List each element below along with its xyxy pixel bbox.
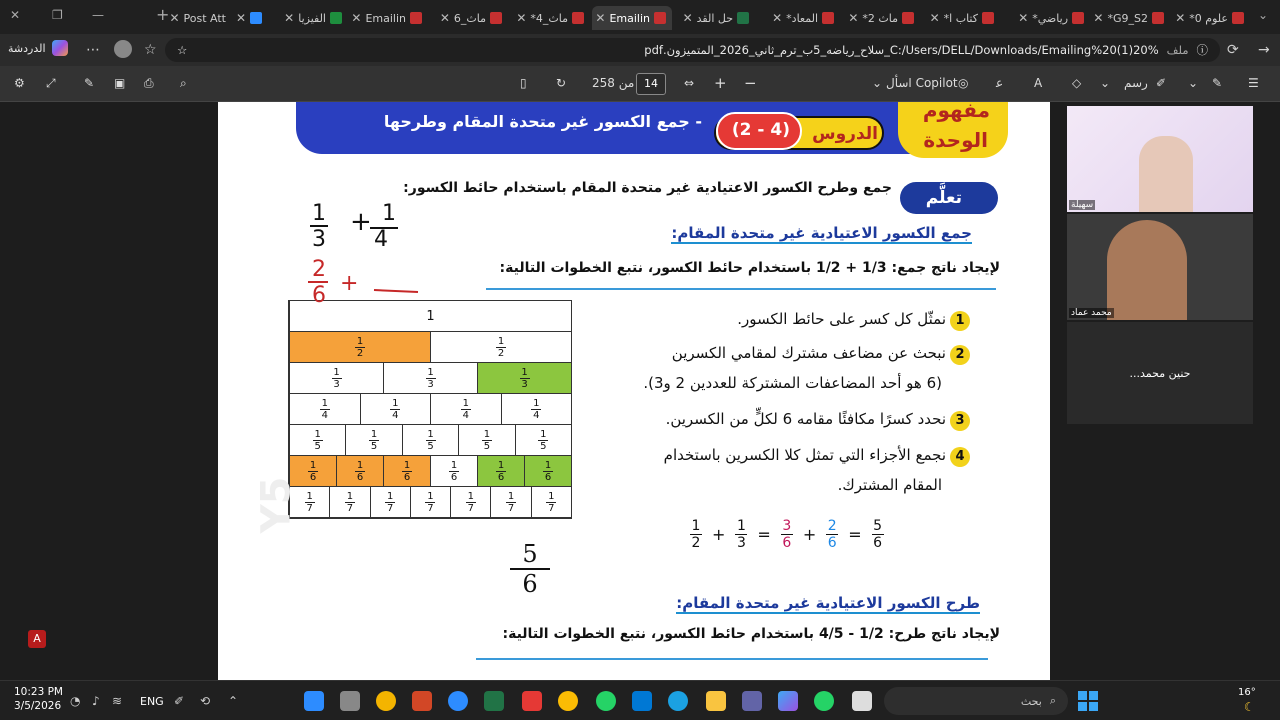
settings-app-icon[interactable] xyxy=(340,691,360,711)
tray-chevron-icon[interactable]: ⌃ xyxy=(228,694,239,708)
svg-text:4: 4 xyxy=(374,227,388,252)
refresh-icon[interactable]: ⟳ xyxy=(1227,42,1239,58)
svg-text:6: 6 xyxy=(312,283,326,308)
lesson-title: - جمع الكسور غير متحدة المقام وطرحها xyxy=(383,112,702,131)
copilot-chevron-icon[interactable]: ⌄ xyxy=(872,76,883,90)
wall-cell: 1 5 xyxy=(402,425,458,455)
sync-icon[interactable]: ⟲ xyxy=(200,694,211,708)
wall-cell: 1 3 xyxy=(477,363,571,393)
participant-tile[interactable] xyxy=(1067,322,1253,424)
rotate-icon[interactable]: ↻ xyxy=(556,76,567,90)
wall-cell: 1 7 xyxy=(531,487,571,517)
teams-icon[interactable] xyxy=(742,691,762,711)
zoom-icon[interactable] xyxy=(448,691,468,711)
wall-cell: 1 4 xyxy=(430,394,501,424)
copilot-icon[interactable]: ◎ xyxy=(958,76,969,90)
translate-icon[interactable]: ﻋ xyxy=(996,76,1004,90)
wall-row xyxy=(289,363,571,394)
wall-cell: 1 5 xyxy=(289,425,345,455)
wall-cell: 1 3 xyxy=(383,363,477,393)
wall-cell: 1 4 xyxy=(501,394,572,424)
read-aloud-icon[interactable]: A xyxy=(1034,76,1043,90)
pen-icon[interactable]: ✐ xyxy=(1156,76,1167,90)
wall-cell: 1 4 xyxy=(360,394,431,424)
step-1: 1نمثّل كل كسر على حائط الكسور. xyxy=(737,310,970,331)
wall-cell: 1 7 xyxy=(370,487,410,517)
unit-banner xyxy=(296,98,1008,154)
whatsapp-icon[interactable] xyxy=(596,691,616,711)
chat-label[interactable]: الدردشة xyxy=(8,41,46,55)
video-panel xyxy=(1062,102,1280,680)
draw-button[interactable]: رسم xyxy=(1124,76,1148,90)
erase-icon[interactable]: ◇ xyxy=(1072,76,1082,90)
wall-cell: 1 5 xyxy=(458,425,514,455)
pen-icon[interactable]: ✐ xyxy=(174,694,185,708)
fraction-wall xyxy=(288,300,572,519)
wall-row xyxy=(289,394,571,425)
address-bar xyxy=(0,34,1280,66)
new-tab-button[interactable]: + xyxy=(156,5,170,24)
tab[interactable]: Emailin ✕ xyxy=(348,6,428,30)
chrome-icon[interactable] xyxy=(376,691,396,711)
clock-time[interactable]: 10:23 PM xyxy=(14,686,63,698)
volume-icon[interactable]: ♪ xyxy=(92,694,100,708)
svg-text:1: 1 xyxy=(382,201,396,226)
learn-heading: جمع وطرح الكسور الاعتيادية غير متحدة المقام باستخدام حائط الكسور: xyxy=(403,180,892,196)
pdf-page xyxy=(218,98,1050,680)
close-window-icon[interactable]: ✕ xyxy=(10,8,21,22)
wall-cell: 1 6 xyxy=(383,456,430,486)
wall-cell: 1 7 xyxy=(289,487,329,517)
clock-date[interactable]: 3/5/2026 xyxy=(14,700,62,712)
participant-name: ...حنين محمد xyxy=(1129,366,1191,380)
wall-cell: 1 6 xyxy=(336,456,383,486)
participant-name: سهيلة xyxy=(1071,200,1094,210)
svg-text:+: + xyxy=(340,271,359,296)
subheading-subtract: طرح الكسور الاعتيادية غير متحدة المقام: xyxy=(676,594,980,612)
fullscreen-icon[interactable]: ⤢ xyxy=(46,76,56,90)
wall-row xyxy=(289,487,571,518)
taskbar xyxy=(0,680,1280,720)
wall-cell: 1 7 xyxy=(490,487,530,517)
divider xyxy=(476,658,988,660)
more-icon[interactable]: ⋯ xyxy=(86,42,100,58)
edit-icon[interactable]: ✎ xyxy=(84,76,95,90)
language-indicator[interactable]: ENG xyxy=(140,695,164,708)
participant-tile[interactable] xyxy=(1067,106,1253,212)
wall-cell: 1 3 xyxy=(289,363,383,393)
tab[interactable]: الفيزيا ✕ xyxy=(268,6,348,30)
tab[interactable]: ✕ xyxy=(232,6,268,30)
participant-name: محمد عماد xyxy=(1071,308,1112,318)
zoom-app-icon[interactable] xyxy=(304,691,324,711)
tab[interactable]: ماث 2* ✕ xyxy=(840,6,920,30)
svg-text:1: 1 xyxy=(312,201,326,226)
save-icon[interactable]: ▣ xyxy=(114,76,126,90)
banner-unit: الوحدة xyxy=(923,128,988,152)
tab-active[interactable]: Emailin ✕ xyxy=(592,6,672,30)
highlight-chevron-icon[interactable]: ⌄ xyxy=(1188,76,1199,90)
whatsapp-icon[interactable] xyxy=(814,691,834,711)
wall-cell: 1 7 xyxy=(410,487,450,517)
tab[interactable]: Post Att ✕ xyxy=(169,11,226,25)
wall-row xyxy=(289,332,571,363)
minimize-icon[interactable]: — xyxy=(92,8,104,22)
pdf-toolbar xyxy=(0,66,1280,102)
youtube-icon[interactable] xyxy=(522,691,542,711)
tab[interactable]: رياضي* ✕ xyxy=(1010,6,1090,30)
watermark: Y5 xyxy=(253,476,300,534)
wall-cell: 1 5 xyxy=(515,425,571,455)
weather-temp[interactable]: 16° xyxy=(1238,687,1256,698)
subheading-add: جمع الكسور الاعتيادية غير متحدة المقام: xyxy=(671,224,972,242)
window-icon[interactable] xyxy=(852,691,872,711)
step-2: 2نبحث عن مضاعف مشترك لمقامي الكسرين xyxy=(672,344,970,365)
tab[interactable]: علوم 0* ✕ xyxy=(1170,6,1250,30)
collections-icon[interactable]: ☆ xyxy=(144,42,157,58)
step-4: 4نجمع الأجزاء التي تمثل كلا الكسرين باستخدام xyxy=(664,446,970,467)
lesson-number: (2 - 4) xyxy=(731,120,790,140)
excel-icon[interactable] xyxy=(484,691,504,711)
search-icon: ⌕ xyxy=(1049,694,1056,707)
restore-icon[interactable]: ❐ xyxy=(52,8,63,22)
notifications-icon[interactable]: ◔ xyxy=(70,694,81,708)
wall-cell: 1 7 xyxy=(450,487,490,517)
info-icon: ⓘ xyxy=(1196,43,1208,57)
page-number-input[interactable]: 14 xyxy=(636,73,666,95)
lessons-label: الدروس xyxy=(812,124,878,144)
wall-cell: 1 2 xyxy=(430,332,571,362)
wall-cell: 1 6 xyxy=(430,456,477,486)
wall-cell: 1 7 xyxy=(329,487,369,517)
wall-row xyxy=(289,456,571,487)
draw-chevron-icon[interactable]: ⌄ xyxy=(1100,76,1111,90)
wifi-icon[interactable]: ≋ xyxy=(112,694,123,708)
tab-list-chevron-icon[interactable]: ⌄ xyxy=(1258,8,1269,22)
tab-bar xyxy=(0,0,1280,34)
ask-copilot-button[interactable]: اسأل Copilot xyxy=(886,76,958,90)
favorite-icon[interactable]: ☆ xyxy=(177,43,188,57)
explorer-icon[interactable] xyxy=(706,691,726,711)
fit-icon[interactable]: ⇔ xyxy=(684,76,695,90)
wall-cell: 1 6 xyxy=(289,456,336,486)
edge-icon[interactable] xyxy=(668,691,688,711)
handwritten-answer: 5 6 xyxy=(510,540,550,598)
participant-tile[interactable] xyxy=(1067,214,1253,320)
step-3: 3نحدد كسرًا مكافئًا مقامه 6 لكلٍّ من الكسرين. xyxy=(666,410,970,431)
contents-icon[interactable]: ☰ xyxy=(1248,76,1259,90)
search-icon[interactable]: ⌕ xyxy=(180,76,187,90)
wall-row xyxy=(289,425,571,456)
start-icon[interactable] xyxy=(1078,691,1098,711)
divider xyxy=(486,288,996,290)
copilot-icon[interactable] xyxy=(778,691,798,711)
handwritten-work xyxy=(288,200,428,310)
step-4-cont: المقام المشترك. xyxy=(837,476,942,494)
wall-cell: 1 2 xyxy=(289,332,430,362)
tab[interactable]: حل القد ✕ xyxy=(675,6,755,30)
page-total: من 258 xyxy=(592,76,635,90)
taskbar-search[interactable] xyxy=(884,687,1068,715)
highlight-icon[interactable]: ✎ xyxy=(1212,76,1223,90)
bullet-add: لإيجاد ناتج جمع: 1/3 + 1/2 باستخدام حائط الكسور، نتبع الخطوات التالية: xyxy=(499,260,1000,276)
tab[interactable]: G9_S2* ✕ xyxy=(1090,6,1170,30)
bullet-subtract: لإيجاد ناتج طرح: 1/2 - 4/5 باستخدام حائط الكسور، نتبع الخطوات التالية: xyxy=(502,626,1000,642)
url-prefix: ملف xyxy=(1166,43,1189,57)
zoom-in-icon[interactable]: + xyxy=(714,74,727,92)
tab[interactable]: كتاب ا* ✕ xyxy=(920,6,1000,30)
settings-icon[interactable]: ⚙ xyxy=(14,76,25,90)
wall-cell: 1 5 xyxy=(345,425,401,455)
search-placeholder: بحث xyxy=(1020,694,1042,708)
svg-text:3: 3 xyxy=(312,227,326,252)
page-view-icon[interactable]: ▯ xyxy=(520,76,527,90)
svg-text:2: 2 xyxy=(312,257,326,282)
tab[interactable]: المعاد* ✕ xyxy=(760,6,840,30)
powerpoint-icon[interactable] xyxy=(412,691,432,711)
store-icon[interactable] xyxy=(632,691,652,711)
back-icon[interactable]: → xyxy=(1258,42,1270,58)
wall-cell: 1 4 xyxy=(289,394,360,424)
wall-cell: 1 xyxy=(289,301,571,331)
learn-badge-text: تعلَّم xyxy=(925,188,962,208)
copilot-icon[interactable] xyxy=(52,40,68,56)
step-2-note: (6 هو أحد المضاعفات المشتركة للعددين 2 و3). xyxy=(643,374,942,392)
tab[interactable]: ماث_4* ✕ xyxy=(510,6,590,30)
tab[interactable]: ماث_6 ✕ xyxy=(428,6,508,30)
url-text: C:/Users/DELL/Downloads/Emailing%20(1)20%_سلاح_رياضه_5ب_ترم_ثاني_2026_المتميزون.pdf xyxy=(644,43,1159,57)
banner-concept: مفهوم xyxy=(922,98,990,122)
wall-cell: 1 6 xyxy=(477,456,524,486)
svg-text:+: + xyxy=(350,207,372,237)
chrome-icon[interactable] xyxy=(558,691,578,711)
avatar[interactable] xyxy=(114,40,132,58)
zoom-out-icon[interactable]: − xyxy=(744,74,757,92)
equation: $\frac{1}{2}$ + $\frac{1}{3}$ = $\frac{3}{6}$ + $\frac{2}{6}$ = $\frac{5}{6}$ xyxy=(691,518,883,551)
url-box[interactable] xyxy=(165,38,1220,62)
print-icon[interactable]: ⎙ xyxy=(144,76,154,90)
acrobat-icon[interactable]: A xyxy=(28,630,46,648)
wall-cell: 1 6 xyxy=(524,456,571,486)
weather-icon[interactable]: ☾ xyxy=(1244,700,1255,714)
